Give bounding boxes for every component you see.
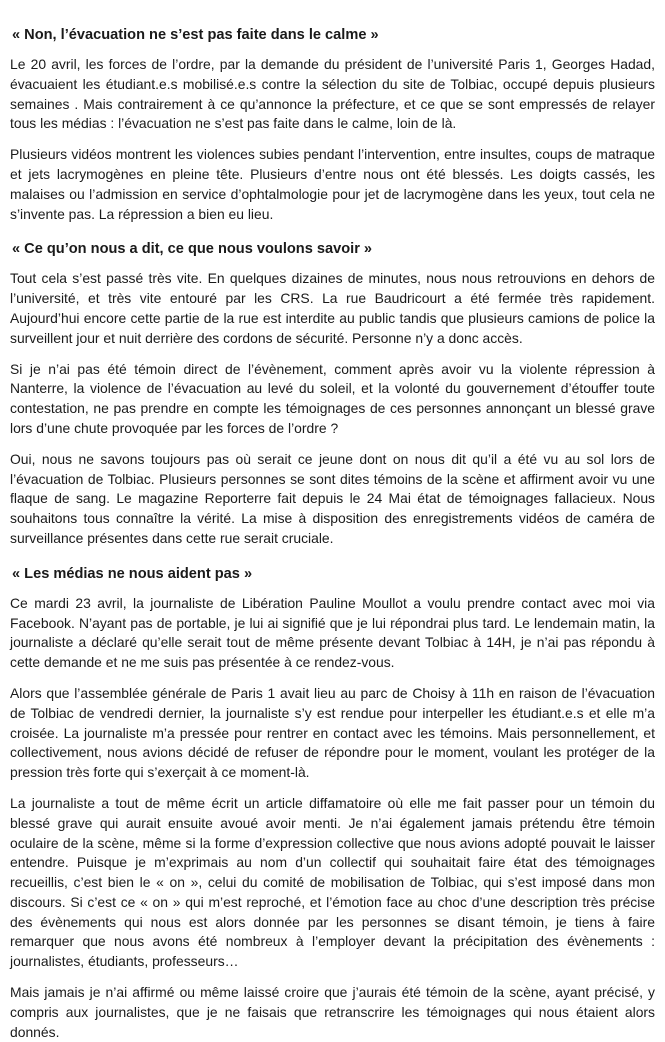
paragraph: La journaliste a tout de même écrit un article diffamatoire où elle me fait passer pour un témoin du blessé grave qui aurait ensuite avoué avoir menti. Je n’ai également jamais prétendu être témoin oculaire de la scène, même si la forme d’expression collective que nous avions adopté pouvait le laisser entendre. Puisque je m’exprimais au nom d’un collectif qui souhaitait faire état des témoignages recueillis, c’est bien le « on », celui du comité de mobilisation de Tolbiac, qui s’est imposé dans mon discours. Si c’est ce « on » qui m’est reproché, et l’émotion face au choc d’une description très précise des évènements qui nous est alors donnée par les personnes se disant témoin, je tiens à faire remarquer que nous avons été nombreux à l’employer devant la précipitation des évènements : journalistes, étudiants, professeurs… (10, 794, 655, 970)
paragraph: Tout cela s’est passé très vite. En quelques dizaines de minutes, nous nous retrouvions en dehors de l’université, et très vite entouré par les CRS. La rue Baudricourt a été fermée très rapidement. Aujourd’hui encore cette partie de la rue est interdite au public tandis que plusieurs camions de police la surveillent jour et nuit derrière des cordons de sécurité. Personne n’y a donc accès. (10, 270, 655, 346)
paragraph: Oui, nous ne savons toujours pas où serait ce jeune dont on nous dit qu’il a été vu au sol lors de l’évacuation de Tolbiac. Plusieurs personnes se sont dites témoins de la scène et affirment avoir vu une flaque de sang. Le magazine Reporterre fait depuis le 24 Mai état de témoignages fallacieux. Nous souhaitons tous connaître la vérité. La mise à disposition des enregistrements vidéos de caméra de surveillance présentes dans cette rue serait cruciale. (10, 450, 655, 546)
section-title-evacuation: « Non, l’évacuation ne s’est pas faite dans le calme » (12, 27, 379, 43)
section-title-questions: « Ce qu’on nous a dit, ce que nous voulons savoir » (12, 241, 373, 258)
paragraph: Mais jamais je n’ai affirmé ou même laissé croire que j’aurais été témoin de la scène, ayant précisé, y compris aux journalistes, que je ne faisais que retranscrire les témoignages qui nous étaient alors donnés. (10, 984, 655, 1040)
paragraph: Plusieurs vidéos montrent les violences subies pendant l’intervention, entre insultes, coups de matraque et jets lacrymogènes en pleine tête. Plusieurs d’entre nous ont été blessés. Les doigts cassés, les malaises ou l’admission en service d’ophtalmologie pour jet de lacrymogène dans les yeux, tout cela ne s’invente pas. La répression a bien eu lieu. (10, 146, 655, 222)
paragraph: Alors que l’assemblée générale de Paris 1 avait lieu au parc de Choisy à 11h en raison de l’évacuation de Tolbiac de vendredi dernier, la journaliste s’y est rendue pour interpeller les étudiant.e.s et elle m’a croisée. La journaliste m’a pressée pour rentrer en contact avec les témoins. Mais personnellement, et collectivement, nous avions décidé de refuser de répondre pour le moment, voulant les protéger de la pression très forte qui s’exerçait à ce moment-là. (10, 684, 655, 781)
paragraph: Ce mardi 23 avril, la journaliste de Libération Pauline Moullot a voulu prendre contact avec moi via Facebook. N’ayant pas de portable, je lui ai signifié que je lui répondrai plus tard. Le lendemain matin, la journaliste a déclaré qu’elle serait tout de même présente devant Tolbiac à 14H, je n’ai pas répondu à cette demande et ne me suis pas présentée à ce rendez-vous. (10, 594, 655, 671)
section-title-medias: « Les médias ne nous aident pas » (12, 565, 253, 582)
paragraph: Le 20 avril, les forces de l’ordre, par la demande du président de l’université Paris 1, Georges Hadad, évacuaient les étudiant.e.s mobilisé.e.s contre la sélection du site de Tolbiac, occupé depuis plusieurs semaines . Mais contrairement à ce qu’annonce la préfecture, et ce que se sont empressés de relayer tous les médias : l’évacuation ne s’est pas faite dans le calme, loin de là. (10, 56, 655, 132)
paragraph: Si je n’ai pas été témoin direct de l’évènement, comment après avoir vu la violente répression à Nanterre, la violence de l’évacuation au levé du soleil, et la volonté du gouvernement d’étouffer toute contestation, ne pas prendre en compte les témoignages de ces personnes annonçant un blessé grave lors d’une chute provoquée par les forces de l’ordre ? (10, 360, 655, 436)
